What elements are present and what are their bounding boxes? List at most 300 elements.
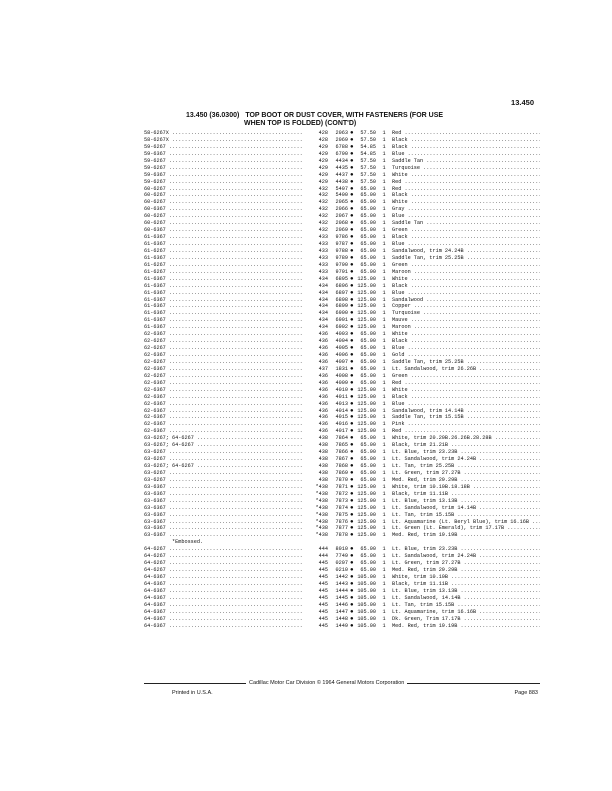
- catalog-prefix: 445: [318, 587, 328, 594]
- list-price: 125.00: [357, 275, 376, 282]
- catalog-number: 9789: [335, 254, 348, 261]
- parts-row: [144, 525, 540, 532]
- description: Lt. Sandalwood, 14.14B .....: [392, 595, 540, 602]
- parts-row: [144, 408, 540, 415]
- quantity: 1: [382, 185, 386, 192]
- catalog-prefix: 437: [318, 365, 328, 372]
- description: Lt. Blue, trim 23.23B .....: [392, 546, 540, 553]
- description: White .....: [392, 331, 540, 338]
- parts-row: [144, 616, 540, 623]
- list-price: 65.00: [360, 234, 376, 241]
- catalog-number: 9786: [335, 234, 348, 241]
- price-dot: ●: [350, 545, 354, 553]
- quantity: 1: [382, 164, 386, 171]
- catalog-number: 9788: [335, 247, 348, 254]
- catalog-prefix: 436: [318, 400, 328, 407]
- list-price: 65.00: [360, 331, 376, 338]
- price-dot: ●: [350, 566, 354, 574]
- quantity: 1: [382, 338, 386, 345]
- description: Red .....: [392, 380, 540, 387]
- description: Green .....: [392, 262, 540, 269]
- description: Blue .....: [392, 151, 540, 158]
- quantity: 1: [382, 310, 386, 317]
- part-number: 62-6367 .....: [144, 428, 304, 435]
- part-number: 60-6267 .....: [144, 213, 304, 220]
- catalog-prefix: 444: [318, 553, 328, 560]
- list-price: 65.00: [360, 546, 376, 553]
- description: Med. Red, trim 29.29B .....: [392, 567, 540, 574]
- parts-row: [144, 144, 540, 151]
- price-dot: ●: [350, 240, 354, 247]
- catalog-prefix: 432: [318, 192, 328, 199]
- quantity: 1: [382, 254, 386, 261]
- parts-row: [144, 192, 540, 199]
- part-number: 62-6367 .....: [144, 401, 304, 408]
- catalog-number: 4014: [335, 407, 348, 414]
- price-dot: ●: [350, 378, 354, 386]
- catalog-prefix: 428: [318, 136, 328, 143]
- catalog-number: 4438: [335, 178, 348, 185]
- parts-row: [144, 130, 540, 137]
- list-price: 125.00: [357, 421, 376, 428]
- part-number: 64-6267 .....: [144, 567, 304, 574]
- price-dot: ●: [350, 212, 354, 220]
- parts-row: [144, 512, 540, 519]
- catalog-number: 7876: [335, 518, 348, 525]
- section-title-line1: TOP BOOT OR DUST COVER, WITH FASTENERS (FOR USE: [245, 112, 444, 119]
- description: White .....: [392, 172, 540, 179]
- price-dot: ●: [350, 399, 354, 407]
- parts-row: [144, 567, 540, 574]
- catalog-prefix: 434: [318, 282, 328, 289]
- part-number: 63-6267 .....: [144, 477, 304, 484]
- parts-row: [144, 303, 540, 310]
- catalog-number: 2067: [335, 213, 348, 220]
- parts-row: [144, 199, 540, 206]
- description: Saddle Tan .....: [392, 158, 540, 165]
- parts-row: [144, 484, 540, 491]
- catalog-prefix: *438: [315, 497, 328, 504]
- catalog-number: 7875: [335, 511, 348, 518]
- parts-row: [144, 449, 540, 456]
- price-dot: ●: [350, 600, 354, 608]
- quantity: 1: [382, 178, 386, 185]
- list-price: 65.00: [360, 213, 376, 220]
- parts-row: [144, 338, 540, 345]
- part-number: 63-6367 .....: [144, 519, 304, 526]
- price-dot: ●: [350, 219, 354, 227]
- catalog-prefix: 429: [318, 171, 328, 178]
- catalog-prefix: 436: [318, 372, 328, 379]
- catalog-prefix: *438: [315, 511, 328, 518]
- description: Sandalwood .....: [392, 297, 540, 304]
- catalog-prefix: 429: [318, 178, 328, 185]
- description: Med. Red, trim 19.19B .....: [392, 532, 540, 539]
- parts-row: [144, 602, 540, 609]
- catalog-number: 4435: [335, 164, 348, 171]
- list-price: 65.00: [360, 560, 376, 567]
- catalog-prefix: 438: [318, 469, 328, 476]
- price-dot: ●: [350, 177, 354, 185]
- quantity: 1: [382, 449, 386, 456]
- catalog-number: 1831: [335, 365, 348, 372]
- part-number: 64-6367 .....: [144, 574, 304, 581]
- parts-row: [144, 581, 540, 588]
- part-number: 62-6267 .....: [144, 373, 304, 380]
- catalog-number: 4011: [335, 393, 348, 400]
- catalog-prefix: 436: [318, 358, 328, 365]
- part-number: 60-6267 .....: [144, 220, 304, 227]
- list-price: 125.00: [357, 518, 376, 525]
- catalog-prefix: 432: [318, 206, 328, 213]
- part-number: 64-6367 .....: [144, 581, 304, 588]
- price-dot: ●: [350, 357, 354, 365]
- description: Lt. Sandalwood, trim 26.26B .....: [392, 366, 540, 373]
- quantity: 1: [382, 296, 386, 303]
- parts-row: [144, 491, 540, 498]
- catalog-prefix: 445: [318, 601, 328, 608]
- quantity: 1: [382, 241, 386, 247]
- quantity: 1: [382, 532, 386, 539]
- part-number: 60-6367 .....: [144, 227, 304, 234]
- part-number: 61-6367 .....: [144, 234, 304, 241]
- price-dot: ●: [350, 503, 354, 511]
- catalog-number: 5400: [335, 192, 348, 199]
- list-price: 105.00: [357, 615, 376, 622]
- parts-row: [144, 442, 540, 449]
- quantity: 1: [382, 393, 386, 400]
- quantity: 1: [382, 574, 386, 580]
- description: Red .....: [392, 428, 540, 435]
- catalog-prefix: 436: [318, 407, 328, 414]
- quantity: 1: [382, 234, 386, 241]
- catalog-prefix: 434: [318, 275, 328, 282]
- quantity: 1: [382, 303, 386, 310]
- catalog-number: 4009: [335, 379, 348, 386]
- page-code: 13.450: [511, 98, 534, 107]
- price-dot: ●: [350, 552, 354, 560]
- catalog-number: 1446: [335, 601, 348, 608]
- list-price: 125.00: [357, 532, 376, 539]
- part-number: 62-6367 .....: [144, 331, 304, 338]
- list-price: 105.00: [357, 594, 376, 601]
- price-dot: ●: [350, 406, 354, 414]
- catalog-prefix: 436: [318, 428, 328, 435]
- parts-row: [144, 151, 540, 158]
- catalog-prefix: 432: [318, 220, 328, 227]
- catalog-number: 4006: [335, 352, 348, 358]
- description: Black, trim 21.21B .....: [392, 442, 540, 449]
- catalog-prefix: *438: [315, 518, 328, 525]
- section-code: 13.450 (36.0300): [186, 112, 240, 119]
- quantity: 1: [382, 247, 386, 254]
- price-dot: ●: [350, 482, 354, 490]
- part-number: 58-6267X .....: [144, 137, 304, 144]
- quantity: 1: [382, 213, 386, 220]
- catalog-prefix: 433: [318, 234, 328, 241]
- catalog-number: 9791: [335, 268, 348, 275]
- list-price: 65.00: [360, 345, 376, 352]
- list-price: 125.00: [357, 282, 376, 289]
- part-number: 62-6367 .....: [144, 387, 304, 394]
- description: Lt. Tan, trim 15.15B .....: [392, 512, 540, 519]
- description: Turquoise .....: [392, 310, 540, 317]
- quantity: 1: [382, 428, 386, 435]
- quantity: 1: [382, 317, 386, 324]
- price-dot: ●: [350, 455, 354, 463]
- catalog-prefix: 433: [318, 268, 328, 275]
- part-number: 61-6367 .....: [144, 241, 304, 248]
- quantity: 1: [382, 358, 386, 365]
- price-dot: ●: [350, 434, 354, 442]
- part-number: 62-6367 .....: [144, 366, 304, 373]
- parts-row: [144, 532, 540, 539]
- part-number: 58-6267X .....: [144, 130, 304, 137]
- parts-row: [144, 165, 540, 172]
- quantity: 1: [382, 601, 386, 608]
- part-number: 59-6267 .....: [144, 165, 304, 172]
- catalog-prefix: 445: [318, 560, 328, 567]
- parts-row: [144, 248, 540, 255]
- catalog-prefix: 445: [318, 615, 328, 622]
- catalog-prefix: 436: [318, 379, 328, 386]
- parts-row: [144, 186, 540, 193]
- parts-row: [144, 574, 540, 581]
- catalog-number: 6788: [335, 143, 348, 150]
- description: Med. Red, trim 29.29B .....: [392, 477, 540, 484]
- part-number: 61-6267 .....: [144, 262, 304, 269]
- catalog-prefix: 432: [318, 213, 328, 220]
- parts-row: [144, 317, 540, 324]
- list-price: 125.00: [357, 428, 376, 435]
- catalog-number: 4003: [335, 331, 348, 338]
- catalog-number: 7874: [335, 504, 348, 511]
- price-dot: ●: [350, 246, 354, 254]
- description: Lt. Green (Lt. Emerald), trim 17.17B .....: [392, 525, 540, 532]
- description: Saddle Tan, trim 25.25B .....: [392, 255, 540, 262]
- price-dot: ●: [350, 156, 354, 164]
- catalog-number: 2063: [335, 130, 348, 136]
- parts-row: [144, 609, 540, 616]
- quantity: 1: [382, 553, 386, 560]
- part-number: 61-6367 .....: [144, 290, 304, 297]
- description: Saddle Tan .....: [392, 220, 540, 227]
- parts-row: [144, 463, 540, 470]
- catalog-number: 1443: [335, 580, 348, 587]
- parts-row: [144, 269, 540, 276]
- list-price: 57.50: [360, 130, 376, 136]
- catalog-prefix: 445: [318, 608, 328, 615]
- description: Black .....: [392, 338, 540, 345]
- catalog-number: 9787: [335, 241, 348, 247]
- section-title-line2: WHEN TOP IS FOLDED) (CONT'D): [244, 120, 357, 127]
- catalog-number: 1448: [335, 615, 348, 622]
- description: Copper .....: [392, 303, 540, 310]
- catalog-number: 7873: [335, 497, 348, 504]
- quantity: 1: [382, 379, 386, 386]
- part-number: 62-6367 .....: [144, 421, 304, 428]
- catalog-number: 5407: [335, 185, 348, 192]
- quantity: 1: [382, 414, 386, 421]
- price-dot: ●: [350, 364, 354, 372]
- description: Black .....: [392, 144, 540, 151]
- part-number: 63-6367 .....: [144, 525, 304, 532]
- list-price: 65.00: [360, 456, 376, 463]
- part-number: 63-6367 .....: [144, 505, 304, 512]
- parts-row: [144, 595, 540, 602]
- part-number: 63-6267 .....: [144, 449, 304, 456]
- price-dot: ●: [350, 135, 354, 143]
- parts-row: [144, 553, 540, 560]
- quantity: 1: [382, 511, 386, 518]
- catalog-number: 4013: [335, 400, 348, 407]
- catalog-prefix: 428: [318, 130, 328, 136]
- part-number: 61-6367 .....: [144, 297, 304, 304]
- part-number: 64-6367 .....: [144, 609, 304, 616]
- catalog-prefix: 444: [318, 546, 328, 553]
- parts-row: [144, 241, 540, 248]
- catalog-number: 1445: [335, 594, 348, 601]
- catalog-prefix: 433: [318, 261, 328, 268]
- description: Blue .....: [392, 290, 540, 297]
- list-price: 65.00: [360, 261, 376, 268]
- list-price: 105.00: [357, 580, 376, 587]
- catalog-number: 0207: [335, 560, 348, 567]
- list-price: 65.00: [360, 192, 376, 199]
- quantity: 1: [382, 622, 386, 629]
- parts-row: [144, 623, 540, 630]
- quantity: 1: [382, 587, 386, 594]
- price-dot: ●: [350, 420, 354, 428]
- catalog-prefix: 434: [318, 317, 328, 324]
- list-price: 65.00: [360, 220, 376, 227]
- description: Lt. Aquamarine (Lt. Beryl Blue), trim 16.16B .....: [392, 519, 540, 526]
- price-dot: ●: [350, 260, 354, 268]
- catalog-number: 6895: [335, 275, 348, 282]
- parts-row: [144, 137, 540, 144]
- price-dot: ●: [350, 344, 354, 352]
- list-price: 105.00: [357, 608, 376, 615]
- price-dot: ●: [350, 302, 354, 310]
- price-dot: ●: [350, 371, 354, 379]
- quantity: 1: [382, 476, 386, 483]
- price-dot: ●: [350, 593, 354, 601]
- description: Lt. Green, trim 27.27B .....: [392, 560, 540, 567]
- description: Lt. Blue, trim 13.13B .....: [392, 498, 540, 505]
- quantity: 1: [382, 352, 386, 358]
- list-price: 65.00: [360, 463, 376, 469]
- catalog-prefix: 438: [318, 442, 328, 449]
- part-number: 64-6367 .....: [144, 602, 304, 609]
- footer-publisher: Cadillac Motor Car Division © 1964 General Motors Corporation: [246, 680, 407, 686]
- description: Lt. Blue, trim 23.23B .....: [392, 449, 540, 456]
- catalog-prefix: 433: [318, 241, 328, 247]
- description: Red .....: [392, 179, 540, 186]
- description: Saddle Tan, trim 15.15B .....: [392, 414, 540, 421]
- part-number: 61-6367 .....: [144, 303, 304, 310]
- part-number: 63-6367 .....: [144, 491, 304, 498]
- catalog-number: 7869: [335, 469, 348, 476]
- catalog-number: 4004: [335, 338, 348, 345]
- parts-row: [144, 345, 540, 352]
- quantity: 1: [382, 483, 386, 490]
- catalog-prefix: 445: [318, 574, 328, 580]
- catalog-number: 1442: [335, 574, 348, 580]
- parts-row: [144, 477, 540, 484]
- list-price: 105.00: [357, 622, 376, 629]
- footnote: *Embossed.: [172, 539, 204, 546]
- part-number: 60-6267 .....: [144, 199, 304, 206]
- catalog-number: 4434: [335, 157, 348, 164]
- list-price: 125.00: [357, 511, 376, 518]
- catalog-number: 1447: [335, 608, 348, 615]
- part-number: 59-6367 .....: [144, 151, 304, 158]
- part-number: 59-6267 .....: [144, 179, 304, 186]
- list-price: 65.00: [360, 268, 376, 275]
- list-price: 125.00: [357, 310, 376, 317]
- list-price: 57.50: [360, 157, 376, 164]
- price-dot: ●: [350, 142, 354, 150]
- price-dot: ●: [350, 198, 354, 206]
- part-number: 62-6367 .....: [144, 394, 304, 401]
- description: White, trim 20.20B.26.26B.28.28B .....: [392, 435, 540, 442]
- catalog-prefix: 436: [318, 338, 328, 345]
- description: Lt. Sandalwood, trim 14.14B .....: [392, 505, 540, 512]
- quantity: 1: [382, 567, 386, 574]
- catalog-prefix: 434: [318, 303, 328, 310]
- price-dot: ●: [350, 607, 354, 615]
- price-dot: ●: [350, 253, 354, 261]
- parts-row: [144, 179, 540, 186]
- catalog-prefix: 433: [318, 254, 328, 261]
- price-dot: ●: [350, 427, 354, 435]
- catalog-prefix: 436: [318, 331, 328, 338]
- description: Lt. Blue, trim 13.13B .....: [392, 588, 540, 595]
- catalog-number: 7867: [335, 456, 348, 463]
- quantity: 1: [382, 435, 386, 442]
- parts-row: [144, 456, 540, 463]
- catalog-number: 6902: [335, 324, 348, 331]
- part-number: 63-6267; 64-6267 .....: [144, 463, 304, 470]
- list-price: 54.85: [360, 150, 376, 157]
- price-dot: ●: [350, 579, 354, 587]
- quantity: 1: [382, 546, 386, 553]
- quantity: 1: [382, 580, 386, 587]
- parts-row: [144, 470, 540, 477]
- catalog-number: 4007: [335, 358, 348, 365]
- part-number: 60-6367 .....: [144, 206, 304, 213]
- catalog-prefix: 429: [318, 143, 328, 150]
- catalog-prefix: *438: [315, 532, 328, 539]
- quantity: 1: [382, 490, 386, 497]
- part-number: 61-6267 .....: [144, 248, 304, 255]
- parts-row: [144, 505, 540, 512]
- quantity: 1: [382, 497, 386, 504]
- description: Lt. Aquamarine, trim 16.16B .....: [392, 609, 540, 616]
- list-price: 125.00: [357, 525, 376, 532]
- list-price: 105.00: [357, 574, 376, 580]
- quantity: 1: [382, 282, 386, 289]
- quantity: 1: [382, 136, 386, 143]
- catalog-number: 2069: [335, 227, 348, 234]
- catalog-prefix: 438: [318, 476, 328, 483]
- part-number: 62-6367 .....: [144, 408, 304, 415]
- part-number: 61-6267 .....: [144, 269, 304, 276]
- quantity: 1: [382, 372, 386, 379]
- catalog-number: 7870: [335, 476, 348, 483]
- description: Green .....: [392, 373, 540, 380]
- catalog-prefix: 438: [318, 449, 328, 456]
